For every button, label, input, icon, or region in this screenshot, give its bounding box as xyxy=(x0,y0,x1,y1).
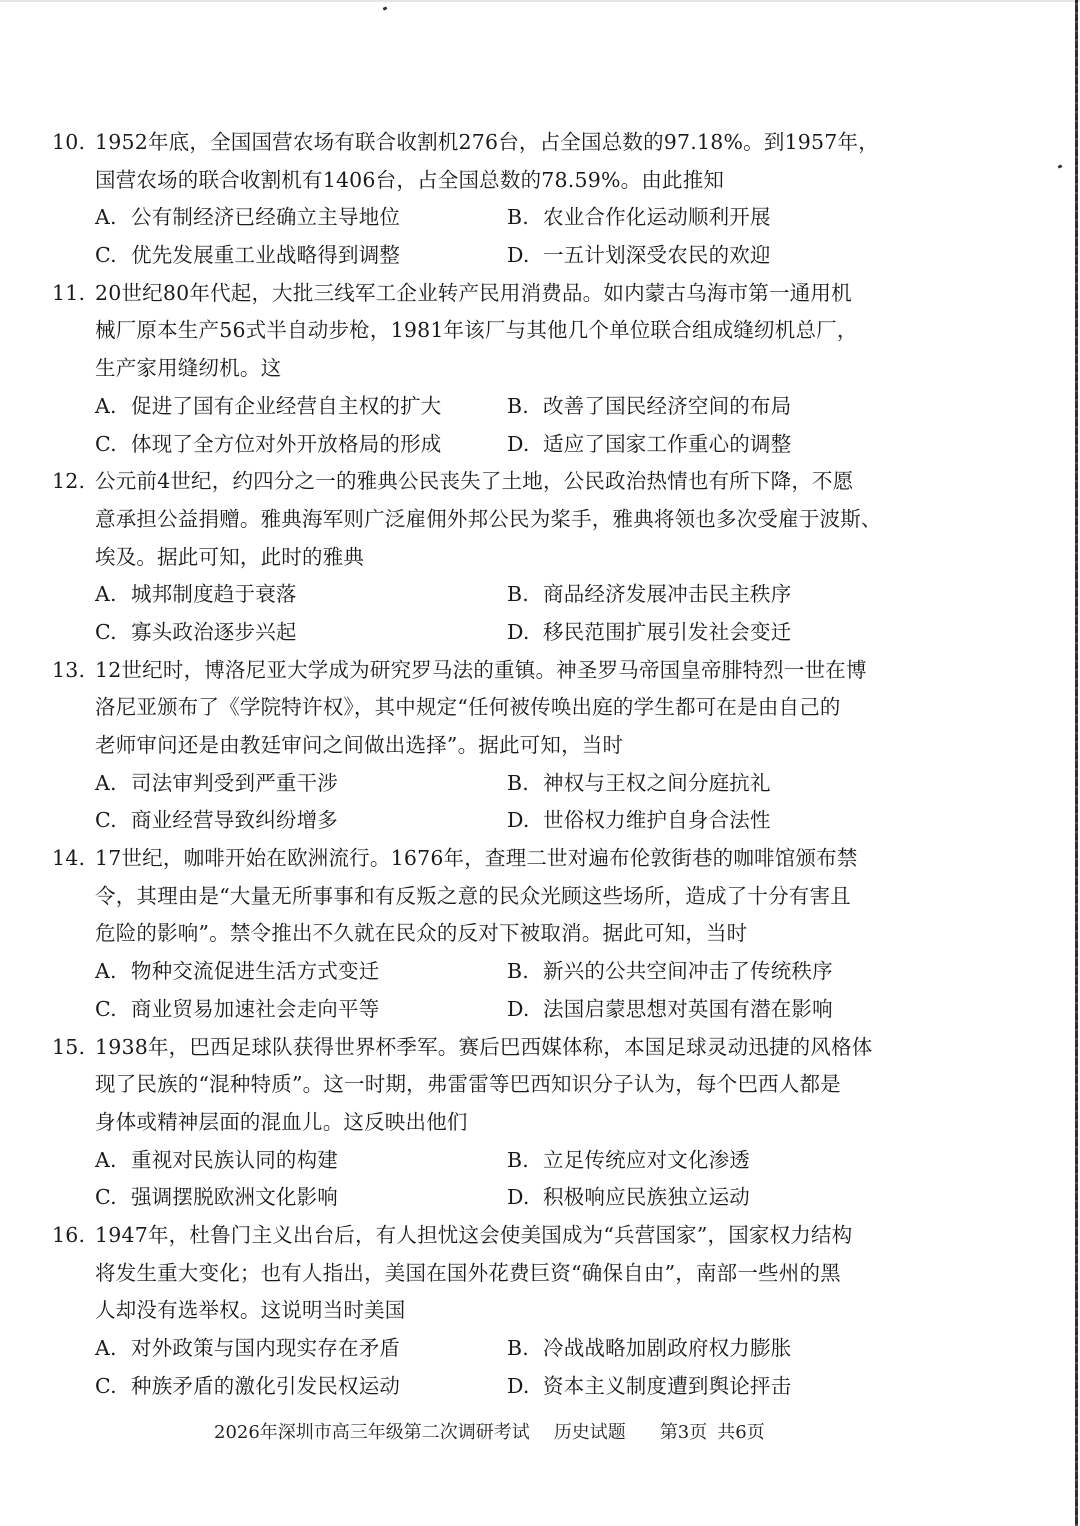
option-a: A. 城邦制度趋于衰落 xyxy=(95,582,297,607)
question-number: 10. xyxy=(52,130,86,154)
question-14 xyxy=(0,840,1080,1028)
question-number: 14. xyxy=(52,846,86,871)
option-a: A. 司法审判受到严重干涉 xyxy=(95,770,338,795)
question-stem-line: 现了民族的“混种特质”。这一时期，弗雷雷等巴西知识分子认为，每个巴西人都是 xyxy=(95,1072,841,1097)
option-d: D. 积极响应民族独立运动 xyxy=(507,1185,750,1210)
question-12 xyxy=(0,463,1080,651)
question-stem-line: 12世纪时，博洛尼亚大学成为研究罗马法的重镇。神圣罗马帝国皇帝腓特烈一世在博 xyxy=(95,657,867,682)
option-c: C. 强调摆脱欧洲文化影响 xyxy=(95,1185,338,1210)
question-stem-line: 洛尼亚颁布了《学院特许权》，其中规定“任何被传唤出庭的学生都可在是由自己的 xyxy=(95,695,841,720)
question-16 xyxy=(0,1217,1080,1405)
question-number: 13. xyxy=(52,657,86,682)
question-stem-line: 将发生重大变化；也有人指出，美国在国外花费巨资“确保自由”，南部一些州的黑 xyxy=(95,1260,841,1285)
question-11 xyxy=(0,275,1080,463)
question-number: 15. xyxy=(52,1034,86,1059)
question-stem-line: 埃及。据此可知，此时的雅典 xyxy=(95,544,365,569)
question-stem-line: 1952年底，全国国营农场有联合收割机276台，占全国总数的97.18%。到1957年， xyxy=(95,130,879,154)
option-c: C. 寡头政治逐步兴起 xyxy=(95,619,297,644)
option-c: C. 优先发展重工业战略得到调整 xyxy=(95,243,401,268)
option-d: D. 移民范围扩展引发社会变迁 xyxy=(507,619,792,644)
question-stem-line: 20世纪80年代起，大批三线军工企业转产民用消费品。如内蒙古乌海市第一通用机 xyxy=(95,280,852,305)
option-a: A. 对外政策与国内现实存在矛盾 xyxy=(95,1336,401,1360)
option-d: D. 一五计划深受农民的欢迎 xyxy=(507,243,771,268)
question-stem-line: 老师审问还是由教廷审问之间做出选择”。据此可知，当时 xyxy=(95,733,624,757)
question-13 xyxy=(0,652,1080,840)
question-stem-line: 人却没有选举权。这说明当时美国 xyxy=(95,1298,406,1323)
option-d: D. 法国启蒙思想对英国有潜在影响 xyxy=(507,996,833,1021)
option-b: B. 冷战战略加剧政府权力膨胀 xyxy=(507,1336,792,1360)
question-15 xyxy=(0,1029,1080,1217)
option-a: A. 公有制经济已经确立主导地位 xyxy=(95,205,401,230)
question-stem-line: 公元前4世纪，约四分之一的雅典公民丧失了土地，公民政治热情也有所下降，不愿 xyxy=(95,469,854,494)
option-b: B. 改善了国民经济空间的布局 xyxy=(507,393,792,418)
option-b: B. 商品经济发展冲击民主秩序 xyxy=(507,582,792,607)
scan-speck xyxy=(383,6,388,10)
option-d: D. 世俗权力维护自身合法性 xyxy=(507,808,771,833)
option-c: C. 商业贸易加速社会走向平等 xyxy=(95,996,380,1021)
question-stem-line: 意承担公益捐赠。雅典海军则广泛雇佣外邦公民为桨手，雅典将领也多次受雇于波斯、 xyxy=(95,506,882,531)
question-list xyxy=(0,124,1080,1405)
question-stem-line: 身体或精神层面的混血儿。这反映出他们 xyxy=(95,1109,468,1134)
question-stem-line: 1947年，杜鲁门主义出台后，有人担忧这会使美国成为“兵营国家”，国家权力结构 xyxy=(95,1222,853,1247)
option-b: B. 农业合作化运动顺利开展 xyxy=(507,205,771,230)
question-stem-line: 1938年，巴西足球队获得世界杯季军。赛后巴西媒体称，本国足球灵动迅捷的风格体 xyxy=(95,1034,873,1059)
question-stem-line: 17世纪，咖啡开始在欧洲流行。1676年，查理二世对遍布伦敦街巷的咖啡馆颁布禁 xyxy=(95,846,858,871)
option-c: C. 体现了全方位对外开放格局的形成 xyxy=(95,431,442,456)
scan-top-edge xyxy=(0,0,1080,2)
question-stem-line: 械厂原本生产56式半自动步枪，1981年该厂与其他几个单位联合组成缝纫机总厂， xyxy=(95,318,858,343)
subject-label: 历史试题 xyxy=(553,1422,626,1443)
option-d: D. 资本主义制度遭到舆论抨击 xyxy=(507,1373,792,1398)
page-total: 共6页 xyxy=(717,1422,765,1443)
option-b: B. 神权与王权之间分庭抗礼 xyxy=(507,770,771,795)
page-current: 第3页 xyxy=(659,1422,708,1443)
option-a: A. 重视对民族认同的构建 xyxy=(95,1147,338,1172)
option-b: B. 立足传统应对文化渗透 xyxy=(507,1147,750,1172)
option-d: D. 适应了国家工作重心的调整 xyxy=(507,431,792,456)
question-stem-line: 危险的影响”。禁令推出不久就在民众的反对下被取消。据此可知，当时 xyxy=(95,921,748,946)
question-stem-line: 国营农场的联合收割机有1406台，占全国总数的78.59%。由此推知 xyxy=(95,167,725,192)
question-10 xyxy=(0,124,1080,275)
question-number: 11. xyxy=(52,280,86,305)
question-stem-line: 令，其理由是“大量无所事事和有反叛之意的民众光顾这些场所，造成了十分有害且 xyxy=(95,883,851,908)
option-c: C. 商业经营导致纠纷增多 xyxy=(95,808,338,833)
exam-title: 2026年深圳市高三年级第二次调研考试 xyxy=(214,1422,530,1443)
question-number: 12. xyxy=(52,469,86,494)
question-number: 16. xyxy=(52,1222,86,1247)
option-a: A. 促进了国有企业经营自主权的扩大 xyxy=(95,393,442,418)
option-a: A. 物种交流促进生活方式变迁 xyxy=(95,959,380,984)
page-footer xyxy=(214,1420,765,1446)
question-stem-line: 生产家用缝纫机。这 xyxy=(95,356,282,381)
option-c: C. 种族矛盾的激化引发民权运动 xyxy=(95,1373,401,1398)
option-b: B. 新兴的公共空间冲击了传统秩序 xyxy=(507,959,833,984)
